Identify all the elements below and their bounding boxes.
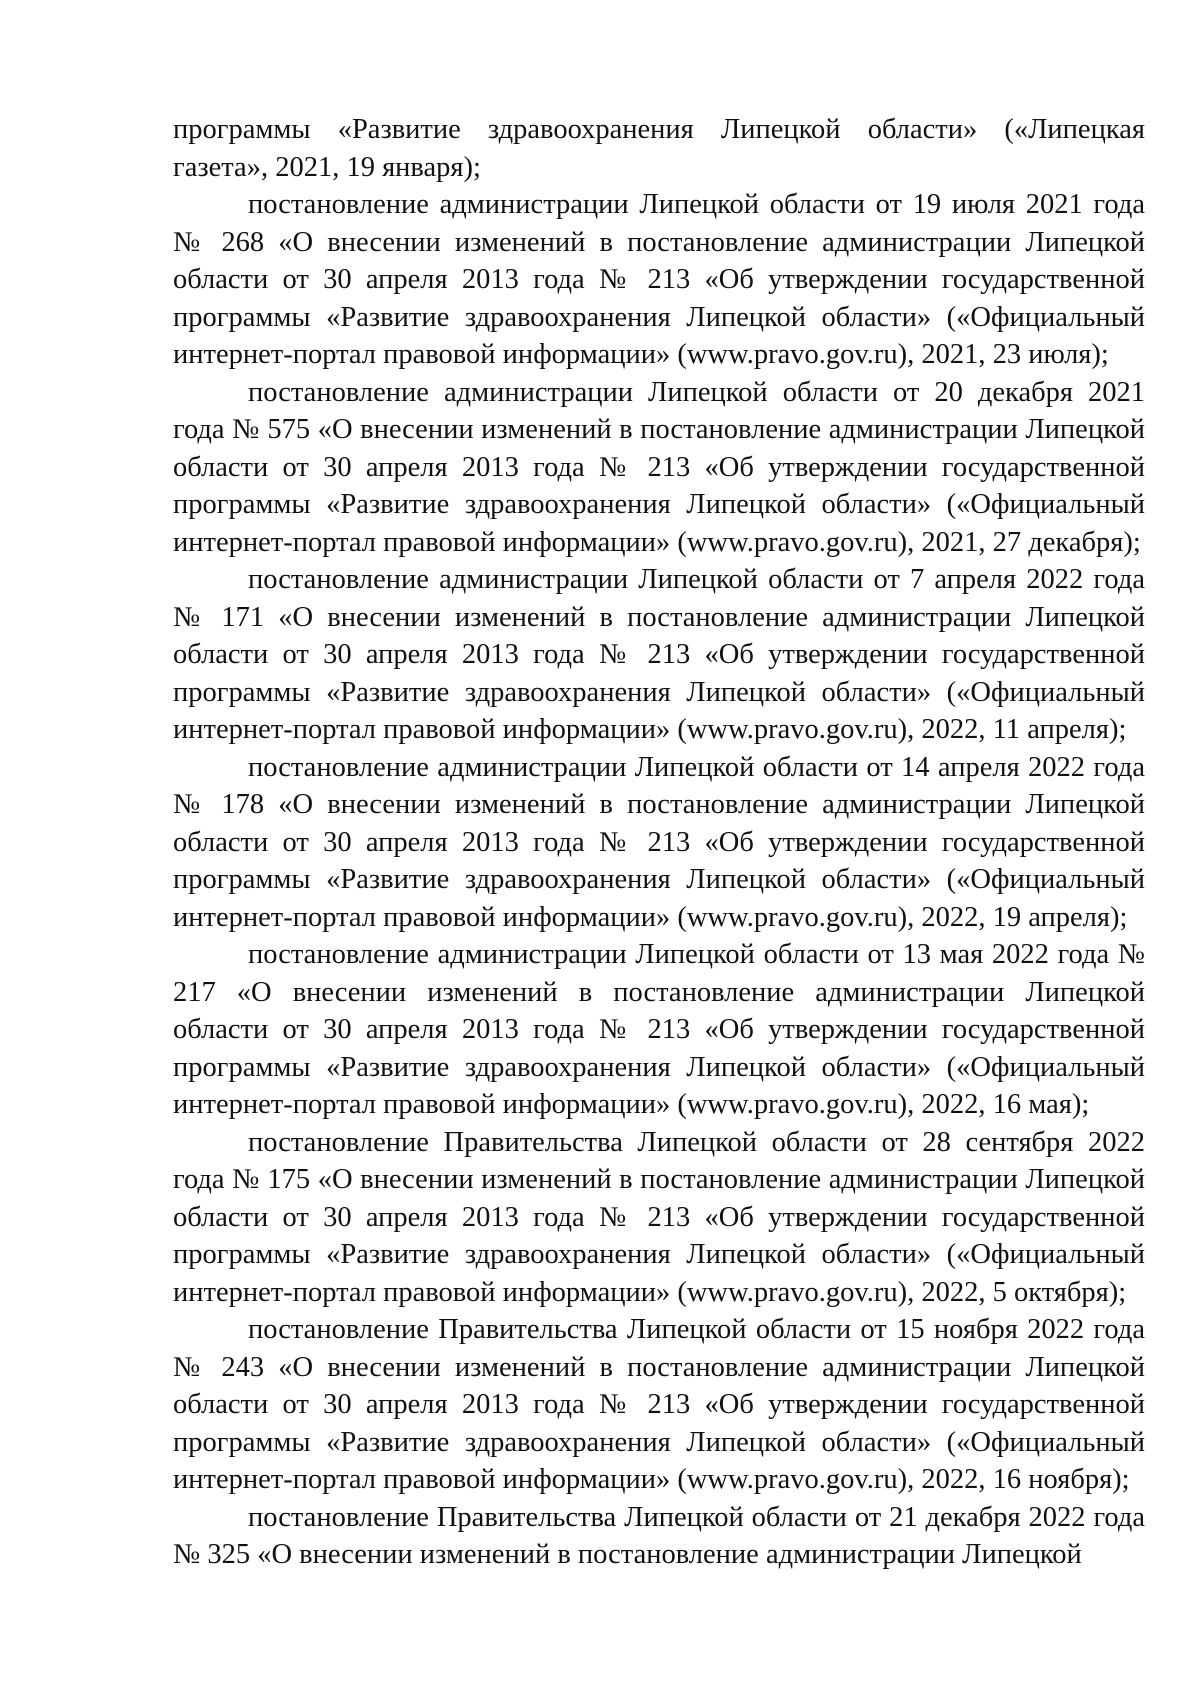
paragraph-resolution-171: постановление администрации Липецкой области от 7 апреля 2022 года № 171 «О внесении изменений в постановление администрации Липецкой области от 30 апреля 2013 года № 213 «Об утверждении государственной программы «Развитие здравоохранения Липецкой области» («Официальный интернет-портал правовой информации» (www.pravo.gov.ru), 2022, 11 апреля); [173,564,1145,745]
paragraph-resolution-575: постановление администрации Липецкой области от 20 декабря 2021 года № 575 «О внесении изменений в постановление администрации Липецкой области от 30 апреля 2013 года № 213 «Об утверждении государственной программы «Развитие здравоохранения Липецкой области» («Официальный интернет-портал правовой информации» (www.pravo.gov.ru), 2021, 27 декабря); [173,376,1145,558]
paragraph-resolution-268: постановление администрации Липецкой области от 19 июля 2021 года № 268 «О внесении изменений в постановление администрации Липецкой области от 30 апреля 2013 года № 213 «Об утверждении государственной программы «Развитие здравоохранения Липецкой области» («Официальный интернет-портал правовой информации» (www.pravo.gov.ru), 2021, 23 июля); [173,189,1145,370]
paragraph-continuation: программы «Развитие здравоохранения Липецкой области» («Липецкая газета», 2021, 19 января); [173,114,1145,183]
paragraph-resolution-325: постановление Правительства Липецкой области от 21 декабря 2022 года № 325 «О внесении изменений в постановление администрации Липецкой [173,1501,1145,1570]
document-body [173,111,1145,1574]
paragraph-resolution-175: постановление Правительства Липецкой области от 28 сентября 2022 года № 175 «О внесении изменений в постановление администрации Липецкой области от 30 апреля 2013 года № 213 «Об утверждении государственной программы «Развитие здравоохранения Липецкой области» («Официальный интернет-портал правовой информации» (www.pravo.gov.ru), 2022, 5 октября); [173,1126,1145,1308]
paragraph-resolution-243: постановление Правительства Липецкой области от 15 ноября 2022 года № 243 «О внесении изменений в постановление администрации Липецкой области от 30 апреля 2013 года № 213 «Об утверждении государственной программы «Развитие здравоохранения Липецкой области» («Официальный интернет-портал правовой информации» (www.pravo.gov.ru), 2022, 16 ноября); [173,1314,1145,1495]
paragraph-resolution-217: постановление администрации Липецкой области от 13 мая 2022 года № 217 «О внесении изменений в постановление администрации Липецкой области от 30 апреля 2013 года № 213 «Об утверждении государственной программы «Развитие здравоохранения Липецкой области» («Официальный интернет-портал правовой информации» (www.pravo.gov.ru), 2022, 16 мая); [173,939,1145,1120]
paragraph-resolution-178: постановление администрации Липецкой области от 14 апреля 2022 года № 178 «О внесении изменений в постановление администрации Липецкой области от 30 апреля 2013 года № 213 «Об утверждении государственной программы «Развитие здравоохранения Липецкой области» («Официальный интернет-портал правовой информации» (www.pravo.gov.ru), 2022, 19 апреля); [173,751,1145,933]
